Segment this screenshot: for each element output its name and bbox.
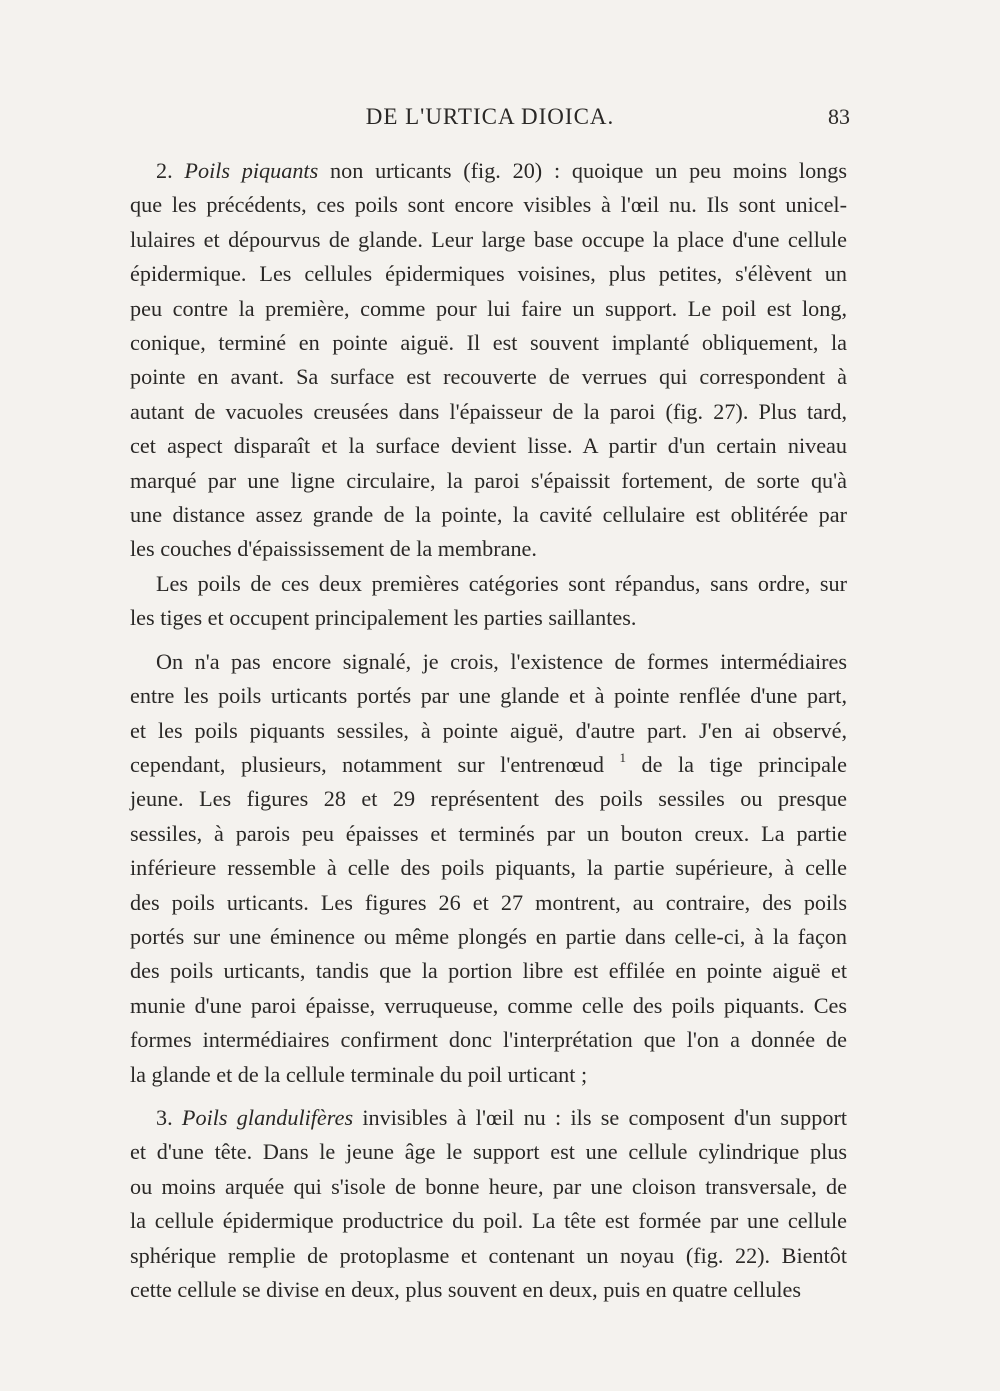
text-line: portés sur une éminence ou même plongés en partie dans celle-ci, à la façon — [130, 923, 847, 949]
text-line: marqué par une ligne circulaire, la paroi s'épaissit fortement, de sorte qu'à — [130, 467, 847, 493]
text-line: peu contre la première, comme pour lui faire un support. Le poil est long, — [130, 295, 847, 321]
text-line: On n'a pas encore signalé, je crois, l'existence de formes intermédiaires — [156, 648, 847, 674]
line-segment: de la tige principale — [625, 751, 847, 777]
italic-term: Poils glandulifères — [181, 1104, 354, 1130]
text-line: jeune. Les figures 28 et 29 représentent des poils sessiles ou presque — [130, 786, 847, 812]
text-line: inférieure ressemble à celle des poils piquants, la partie supérieure, à celle — [130, 855, 847, 881]
text-line: formes intermédiaires confirment donc l'interprétation que l'on a donnée de — [130, 1027, 847, 1053]
text-line: et d'une tête. Dans le jeune âge le support est une cellule cylindrique plus — [130, 1139, 847, 1165]
line-segment: invisibles à l'œil nu : ils se composent d'un support — [353, 1104, 847, 1130]
text-line: des poils urticants. Les figures 26 et 27 montrent, au contraire, des poils — [130, 889, 847, 915]
text-line: ou moins arquée qui s'isole de bonne heure, par une cloison transversale, de — [130, 1173, 847, 1199]
text-line: entre les poils urticants portés par une glande et à pointe renflée d'une part, — [130, 683, 847, 709]
text-line: épidermique. Les cellules épidermiques voisines, plus petites, s'élèvent un — [130, 261, 847, 287]
text-line: les couches d'épaississement de la membrane. — [130, 536, 537, 562]
text-line: la cellule épidermique productrice du poil. La tête est formée par une cellule — [130, 1208, 847, 1234]
text-line — [130, 748, 847, 782]
footnote-marker[interactable]: 1 — [619, 749, 626, 765]
line-segment: 3. — [156, 1104, 182, 1130]
line-segment: 2. — [156, 158, 185, 183]
text-line: munie d'une paroi épaisse, verruqueuse, comme celle des poils piquants. Ces — [130, 992, 847, 1018]
running-head — [130, 104, 850, 138]
running-title: DE L'URTICA DIOICA. — [365, 104, 615, 129]
text-line: et les poils piquants sessiles, à pointe aiguë, d'autre part. J'en ai observé, — [130, 717, 847, 743]
text-line: Les poils de ces deux premières catégories sont répandus, sans ordre, sur — [156, 570, 847, 596]
text-line: sphérique remplie de protoplasme et contenant un noyau (fig. 22). Bientôt — [130, 1242, 847, 1268]
text-line: cet aspect disparaît et la surface devient lisse. A partir d'un certain niveau — [130, 433, 847, 459]
text-line: que les précédents, ces poils sont encore visibles à l'œil nu. Ils sont unicel- — [130, 192, 847, 218]
text-line — [130, 1101, 847, 1135]
line-segment: cependant, plusieurs, notamment sur l'entrenœud — [130, 751, 620, 777]
italic-term: Poils piquants — [184, 158, 319, 183]
page-number: 83 — [828, 104, 850, 129]
text-line: des poils urticants, tandis que la portion libre est effilée en pointe aiguë et — [130, 958, 847, 984]
text-line: la glande et de la cellule terminale du poil urticant ; — [130, 1061, 588, 1087]
text-line: autant de vacuoles creusées dans l'épaisseur de la paroi (fig. 27). Plus tard, — [130, 398, 847, 424]
body-text — [130, 154, 847, 1307]
text-line — [130, 154, 847, 188]
text-line: sessiles, à parois peu épaisses et terminés par un bouton creux. La partie — [130, 820, 847, 846]
text-line: lulaires et dépourvus de glande. Leur large base occupe la place d'une cellule — [130, 226, 847, 252]
text-line: une distance assez grande de la pointe, la cavité cellulaire est oblitérée par — [130, 502, 847, 528]
line-segment: non urticants (fig. 20) : quoique un peu moins longs — [318, 158, 848, 183]
text-line: les tiges et occupent principalement les parties saillantes. — [130, 605, 637, 631]
text-line: conique, terminé en pointe aiguë. Il est souvent implanté obliquement, la — [130, 330, 847, 356]
text-line: pointe en avant. Sa surface est recouverte de verrues qui correspondent à — [130, 364, 847, 390]
text-line: cette cellule se divise en deux, plus souvent en deux, puis en quatre cellules — [130, 1277, 801, 1302]
